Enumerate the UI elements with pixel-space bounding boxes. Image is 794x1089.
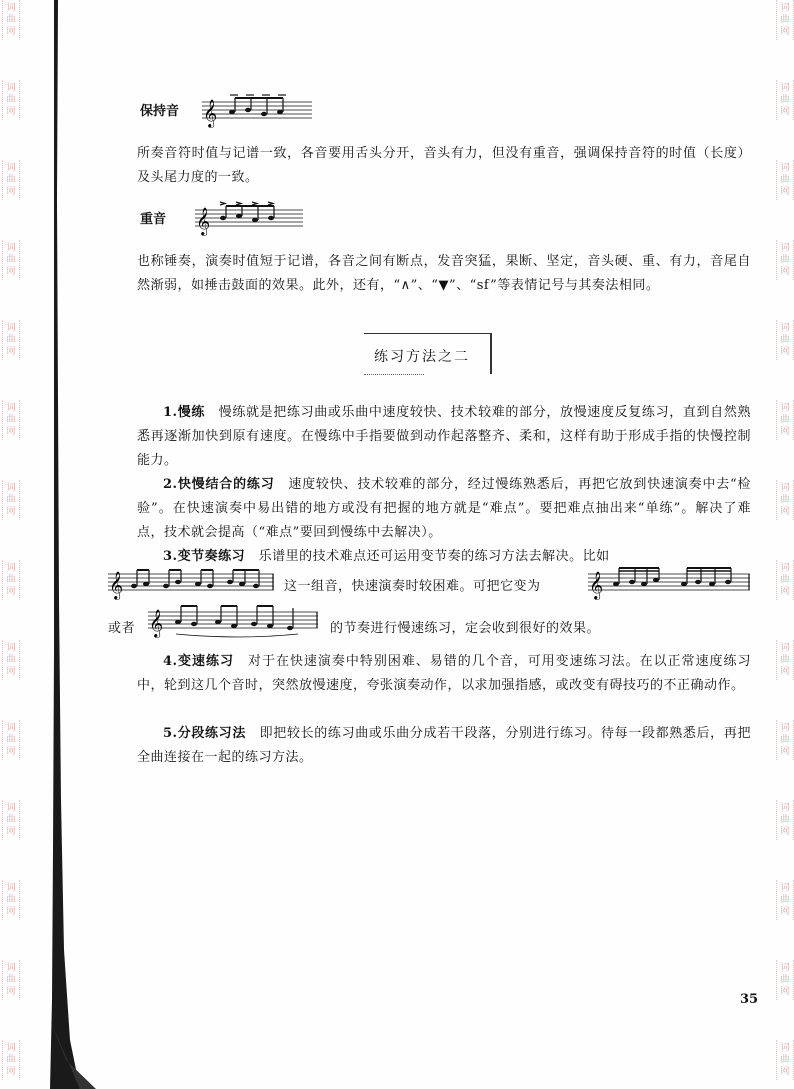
method-text: 对于在快速演奏中特别困难、易错的几个音，可用变速练习法。在以正常速度练习中，轮到这几个音时，突然放慢速度，夸张演奏动作，以求加强指感，或改变有碍技巧的不正确动作。 <box>137 654 751 693</box>
binding-shadow <box>36 0 96 1089</box>
rhythm-variant-staff-2 <box>148 600 320 640</box>
watermark-stamp: 词 曲 网 <box>2 80 20 120</box>
method-text: 即把较长的练习曲或乐曲分成若干段落，分别进行练习。待每一段都熟悉后，再把全曲连接在一起的练习方法。 <box>137 726 751 765</box>
method-slow-practice <box>137 401 751 473</box>
watermark-stamp: 词 曲 网 <box>776 720 794 760</box>
watermark-stamp: 词 曲 网 <box>776 880 794 920</box>
svg-text:𝄞: 𝄞 <box>589 571 604 599</box>
watermark-stamp: 词 曲 网 <box>776 0 794 40</box>
watermark-stamp: 词 曲 网 <box>2 0 20 40</box>
sustain-description: 所奏音符时值与记谱一致，各音要用舌头分开，音头有力，但没有重音，强调保持音符的时值（长度）及头尾力度的一致。 <box>137 146 751 185</box>
method-text: 速度较快、技术较难的部分，经过慢练熟悉后，再把它放到快速演奏中去“检验”。在快速演奏中易出错的地方或没有把握的地方就是“难点”。要把难点抽出来“单练”。解决了难点，技术就会提高（“难点”要回到慢练中去解决）。 <box>137 477 751 540</box>
watermark-stamp: 词 曲 网 <box>2 560 20 600</box>
section-title-box <box>364 333 492 374</box>
method-head: 2.快慢结合的练习 <box>163 477 275 492</box>
watermark-stamp: 词 曲 网 <box>776 560 794 600</box>
watermark-stamp: 词 曲 网 <box>2 320 20 360</box>
watermark-stamp: 词 曲 网 <box>2 1040 20 1080</box>
method-tempo-variation <box>137 650 751 698</box>
method-text: 慢练就是把练习曲或乐曲中速度较快、技术较难的部分，放慢速度反复练习，直到自然熟悉再逐渐加快到原有速度。在慢练中手指要做到动作起落整齐、柔和，这样有助于形成手指的快慢控制能力。 <box>137 405 751 468</box>
right-watermark-strip <box>772 0 794 1089</box>
sustain-label: 保持音 <box>140 104 180 119</box>
svg-text:𝄞: 𝄞 <box>196 207 211 235</box>
method-head: 1.慢练 <box>163 405 206 420</box>
svg-text:𝄞: 𝄞 <box>203 99 218 127</box>
svg-text:𝄞: 𝄞 <box>109 571 124 599</box>
accent-label: 重音 <box>140 212 167 227</box>
watermark-stamp: 词 曲 网 <box>776 400 794 440</box>
method-head: 4.变速练习 <box>163 654 234 669</box>
watermark-stamp: 词 曲 网 <box>776 1040 794 1080</box>
watermark-stamp: 词 曲 网 <box>2 720 20 760</box>
accent-staff-notation <box>195 200 305 236</box>
rhythm-text-2: 的节奏进行慢速练习，定会收到很好的效果。 <box>330 621 601 636</box>
method-text: 乐谱里的技术难点还可运用变节奏的练习方法去解决。比如 <box>245 549 610 564</box>
section-title: 练习方法之二 <box>374 349 470 365</box>
watermark-stamp: 词 曲 网 <box>776 800 794 840</box>
rhythm-text-1: 这一组音，快速演奏时较困难。可把它变为 <box>284 579 541 594</box>
rhythm-variant-staff-1 <box>588 562 752 602</box>
watermark-stamp: 词 曲 网 <box>776 640 794 680</box>
left-watermark-strip <box>0 0 22 1089</box>
watermark-stamp: 词 曲 网 <box>776 80 794 120</box>
watermark-stamp: 词 曲 网 <box>2 240 20 280</box>
watermark-stamp: 词 曲 网 <box>776 960 794 1000</box>
watermark-stamp: 词 曲 网 <box>2 400 20 440</box>
title-underline <box>364 374 424 375</box>
method-fast-slow-practice <box>137 473 751 545</box>
watermark-stamp: 词 曲 网 <box>2 640 20 680</box>
rhythm-or-text: 或者 <box>108 621 136 636</box>
svg-text:𝄞: 𝄞 <box>149 609 164 637</box>
method-head: 3.变节奏练习 <box>163 549 246 564</box>
watermark-stamp: 词 曲 网 <box>776 320 794 360</box>
watermark-stamp: 词 曲 网 <box>2 160 20 200</box>
rhythm-original-staff <box>108 564 276 600</box>
watermark-stamp: 词 曲 网 <box>2 480 20 520</box>
watermark-stamp: 词 曲 网 <box>776 240 794 280</box>
watermark-stamp: 词 曲 网 <box>776 480 794 520</box>
watermark-stamp: 词 曲 网 <box>776 160 794 200</box>
method-section-practice <box>137 722 751 770</box>
sustain-staff-notation <box>202 92 314 128</box>
page-number: 35 <box>740 992 759 1007</box>
watermark-stamp: 词 曲 网 <box>2 800 20 840</box>
accent-description: 也称锤奏，演奏时值短于记谱，各音之间有断点，发音突猛，果断、坚定，音头硬、重、有力，音尾自然渐弱，如捶击鼓面的效果。此外，还有，“∧”、“▼”、“sf”等表情记号与其奏法相同。 <box>137 254 751 293</box>
watermark-stamp: 词 曲 网 <box>2 880 20 920</box>
method-head: 5.分段练习法 <box>163 726 246 741</box>
watermark-stamp: 词 曲 网 <box>2 960 20 1000</box>
